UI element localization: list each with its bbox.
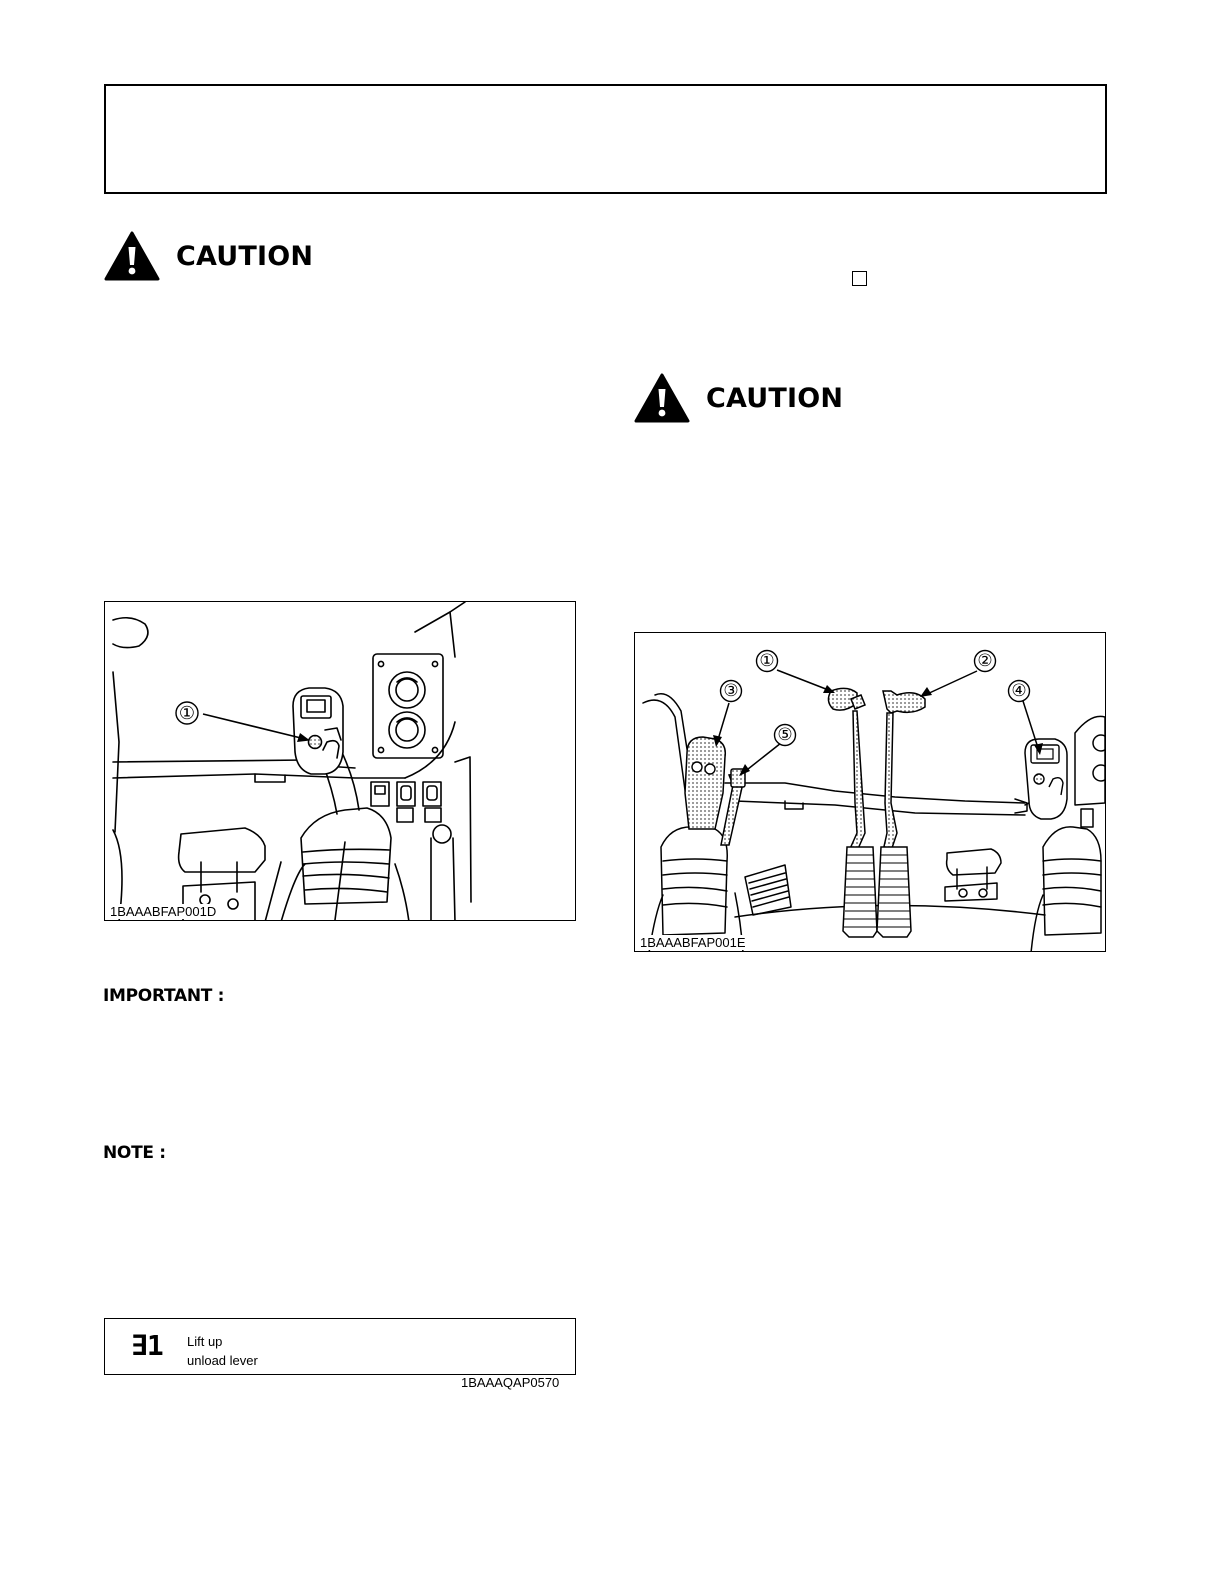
figure-joystick-left	[104, 601, 576, 921]
callout-2: ②	[977, 651, 993, 670]
warning-triangle-icon	[634, 372, 690, 424]
levers-pedals-illustration	[635, 633, 1106, 952]
callout-4: ④	[1011, 681, 1027, 700]
header-box	[104, 84, 1107, 194]
callout-1: ①	[178, 703, 196, 723]
caution-label: CAUTION	[706, 382, 844, 414]
important-label: IMPORTANT :	[103, 986, 225, 1006]
figure-levers-pedals-right	[634, 632, 1106, 952]
warning-triangle-icon	[104, 230, 160, 282]
joystick-illustration	[105, 602, 576, 921]
legend-code: 1BAAAQAP0570	[461, 1375, 560, 1390]
legend-line-2: unload lever	[187, 1353, 258, 1368]
legend-line-1: Lift up	[187, 1334, 223, 1349]
figure-code: 1BAAABFAP001E	[640, 935, 746, 950]
caution-label: CAUTION	[176, 240, 314, 272]
caution-heading-left	[104, 230, 313, 282]
figure-code: 1BAAABFAP001D	[110, 904, 217, 919]
checkbox-icon	[852, 271, 867, 286]
caution-heading-right	[634, 372, 843, 424]
note-label: NOTE :	[103, 1143, 166, 1163]
callout-5: ⑤	[777, 725, 793, 744]
lift-up-unload-lever-icon: ∃1	[131, 1329, 163, 1362]
callout-1: ①	[759, 651, 775, 670]
callout-3: ③	[723, 681, 739, 700]
symbol-legend-box	[104, 1318, 576, 1375]
